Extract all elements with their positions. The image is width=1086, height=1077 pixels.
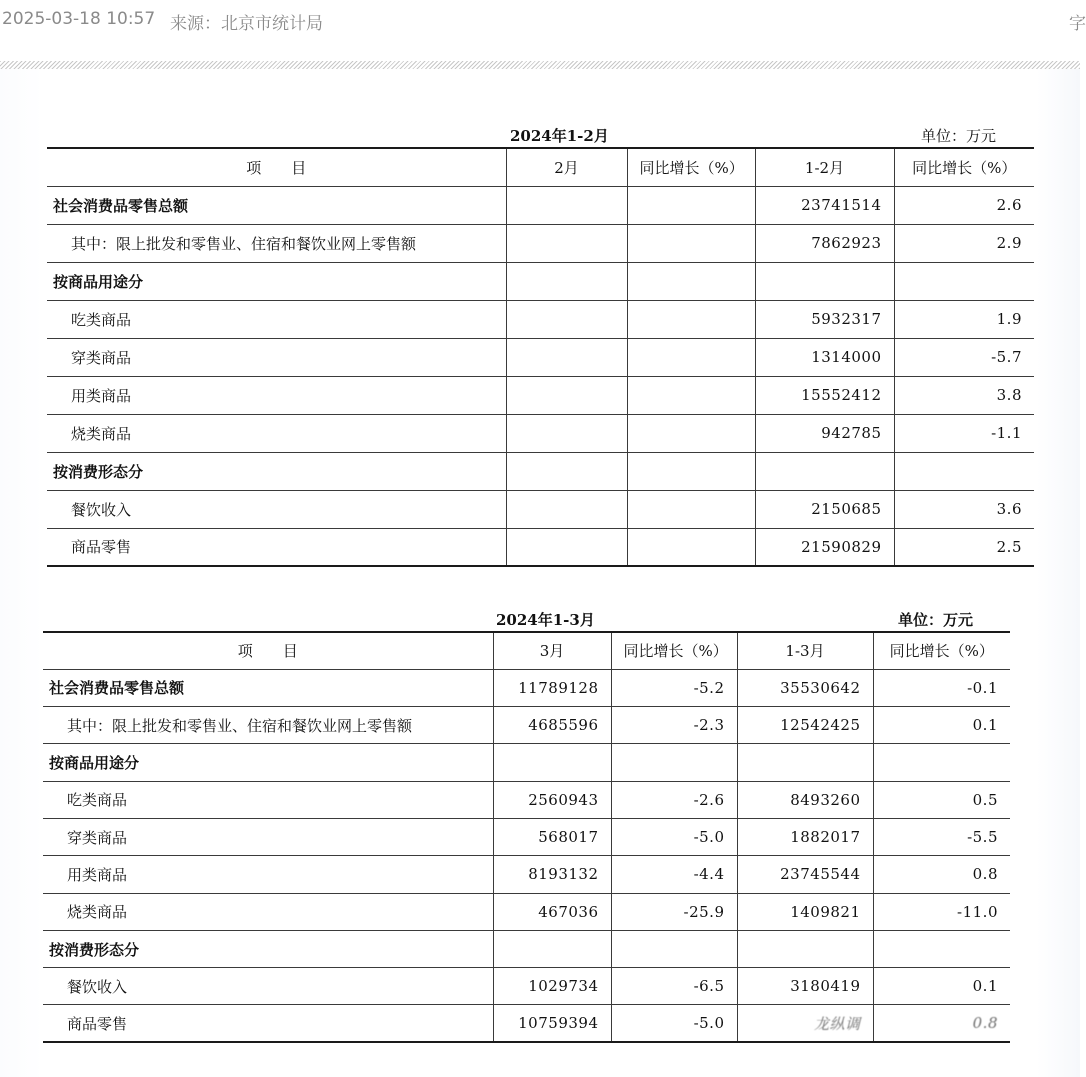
value-cell: 2.5 bbox=[894, 528, 1034, 566]
column-header-item: 项 目 bbox=[47, 148, 506, 186]
value-cell: -11.0 bbox=[873, 893, 1010, 930]
row-label: 商品零售 bbox=[43, 1005, 493, 1042]
value-cell bbox=[627, 262, 755, 300]
value-cell bbox=[506, 376, 627, 414]
value-cell bbox=[627, 338, 755, 376]
value-cell: 0.1 bbox=[873, 968, 1010, 1005]
value-cell: 568017 bbox=[493, 818, 611, 855]
publish-datetime: 2025-03-18 10:57 bbox=[2, 9, 156, 29]
column-header: 1-2月 bbox=[755, 148, 894, 186]
value-cell bbox=[506, 338, 627, 376]
row-label: 烧类商品 bbox=[43, 893, 493, 930]
value-cell: -2.6 bbox=[611, 781, 737, 818]
table-row bbox=[47, 414, 1034, 452]
retail-sales-table bbox=[47, 147, 1034, 567]
row-label: 按消费形态分 bbox=[47, 452, 506, 490]
column-header: 同比增长（%） bbox=[894, 148, 1034, 186]
value-cell: 5932317 bbox=[755, 300, 894, 338]
value-cell: 3180419 bbox=[737, 968, 873, 1005]
value-cell bbox=[627, 528, 755, 566]
value-cell bbox=[506, 490, 627, 528]
value-cell: 2.9 bbox=[894, 224, 1034, 262]
value-cell: 12542425 bbox=[737, 707, 873, 744]
value-cell: 35530642 bbox=[737, 669, 873, 706]
row-label: 穿类商品 bbox=[47, 338, 506, 376]
table-row bbox=[47, 224, 1034, 262]
value-cell: 4685596 bbox=[493, 707, 611, 744]
row-label: 其中：限上批发和零售业、住宿和餐饮业网上零售额 bbox=[47, 224, 506, 262]
value-cell bbox=[627, 490, 755, 528]
value-cell: 1409821 bbox=[737, 893, 873, 930]
value-cell: 23745544 bbox=[737, 856, 873, 893]
value-cell: -1.1 bbox=[894, 414, 1034, 452]
truncated-meta-char: 字 bbox=[1069, 14, 1086, 34]
row-label: 社会消费品零售总额 bbox=[43, 669, 493, 706]
table-block-jan-feb bbox=[47, 117, 1034, 567]
table-row bbox=[43, 669, 1010, 706]
value-cell: 3.6 bbox=[894, 490, 1034, 528]
row-label: 穿类商品 bbox=[43, 818, 493, 855]
value-cell bbox=[506, 452, 627, 490]
value-cell: 0.1 bbox=[873, 707, 1010, 744]
value-cell: -5.2 bbox=[611, 669, 737, 706]
value-cell bbox=[894, 262, 1034, 300]
value-cell: 3.8 bbox=[894, 376, 1034, 414]
row-label: 烧类商品 bbox=[47, 414, 506, 452]
column-header: 同比增长（%） bbox=[873, 632, 1010, 669]
table-row bbox=[43, 930, 1010, 967]
scanned-table-image bbox=[0, 69, 1080, 1077]
value-cell: 8493260 bbox=[737, 781, 873, 818]
value-cell bbox=[506, 300, 627, 338]
value-cell bbox=[627, 452, 755, 490]
table-row bbox=[43, 744, 1010, 781]
table-title: 2024年1-2月 bbox=[510, 127, 609, 145]
value-cell: 11789128 bbox=[493, 669, 611, 706]
value-cell bbox=[755, 452, 894, 490]
value-cell bbox=[506, 528, 627, 566]
table-block-jan-mar bbox=[43, 601, 1010, 1043]
value-cell: -0.1 bbox=[873, 669, 1010, 706]
table-row bbox=[47, 452, 1034, 490]
value-cell: 龙纵调 bbox=[737, 1005, 873, 1042]
article-meta-bar bbox=[0, 0, 1086, 42]
value-cell: 0.8 bbox=[873, 856, 1010, 893]
table-header-row bbox=[43, 632, 1010, 669]
value-cell: 10759394 bbox=[493, 1005, 611, 1042]
table-header-line bbox=[43, 601, 1010, 631]
value-cell: 0.5 bbox=[873, 781, 1010, 818]
table-row bbox=[43, 856, 1010, 893]
value-cell: 1882017 bbox=[737, 818, 873, 855]
value-cell bbox=[627, 300, 755, 338]
row-label: 按商品用途分 bbox=[43, 744, 493, 781]
column-header: 1-3月 bbox=[737, 632, 873, 669]
value-cell bbox=[506, 224, 627, 262]
table-row bbox=[43, 707, 1010, 744]
table-row bbox=[43, 818, 1010, 855]
value-cell bbox=[611, 744, 737, 781]
value-cell: 15552412 bbox=[755, 376, 894, 414]
table-row bbox=[43, 968, 1010, 1005]
value-cell: 2560943 bbox=[493, 781, 611, 818]
row-label: 社会消费品零售总额 bbox=[47, 186, 506, 224]
value-cell: 942785 bbox=[755, 414, 894, 452]
column-header: 2月 bbox=[506, 148, 627, 186]
value-cell: 2.6 bbox=[894, 186, 1034, 224]
value-cell bbox=[737, 744, 873, 781]
row-label: 餐饮收入 bbox=[47, 490, 506, 528]
value-cell bbox=[627, 224, 755, 262]
table-row bbox=[47, 338, 1034, 376]
value-cell: 1314000 bbox=[755, 338, 894, 376]
column-header: 同比增长（%） bbox=[627, 148, 755, 186]
table-row bbox=[47, 528, 1034, 566]
value-cell bbox=[627, 186, 755, 224]
table-unit: 单位：万元 bbox=[898, 611, 974, 629]
value-cell: 23741514 bbox=[755, 186, 894, 224]
value-cell bbox=[627, 414, 755, 452]
value-cell: 2150685 bbox=[755, 490, 894, 528]
value-cell bbox=[627, 376, 755, 414]
table-row bbox=[47, 186, 1034, 224]
row-label: 其中：限上批发和零售业、住宿和餐饮业网上零售额 bbox=[43, 707, 493, 744]
value-cell: 21590829 bbox=[755, 528, 894, 566]
value-cell: -4.4 bbox=[611, 856, 737, 893]
hatched-divider bbox=[0, 61, 1080, 69]
row-label: 吃类商品 bbox=[43, 781, 493, 818]
row-label: 商品零售 bbox=[47, 528, 506, 566]
value-cell bbox=[611, 930, 737, 967]
table-row bbox=[43, 1005, 1010, 1042]
row-label: 按商品用途分 bbox=[47, 262, 506, 300]
value-cell: -5.0 bbox=[611, 818, 737, 855]
retail-sales-table bbox=[43, 631, 1010, 1043]
value-cell: -5.0 bbox=[611, 1005, 737, 1042]
value-cell: 7862923 bbox=[755, 224, 894, 262]
table-header-row bbox=[47, 148, 1034, 186]
value-cell: 8193132 bbox=[493, 856, 611, 893]
value-cell: -25.9 bbox=[611, 893, 737, 930]
row-label: 用类商品 bbox=[43, 856, 493, 893]
value-cell bbox=[493, 930, 611, 967]
value-cell bbox=[873, 930, 1010, 967]
article-source: 来源：北京市统计局 bbox=[170, 14, 323, 34]
column-header: 3月 bbox=[493, 632, 611, 669]
value-cell: 1.9 bbox=[894, 300, 1034, 338]
column-header: 同比增长（%） bbox=[611, 632, 737, 669]
value-cell: -2.3 bbox=[611, 707, 737, 744]
value-cell bbox=[506, 414, 627, 452]
table-row bbox=[47, 300, 1034, 338]
column-header-item: 项 目 bbox=[43, 632, 493, 669]
value-cell: -6.5 bbox=[611, 968, 737, 1005]
value-cell: -5.5 bbox=[873, 818, 1010, 855]
table-row bbox=[43, 781, 1010, 818]
row-label: 按消费形态分 bbox=[43, 930, 493, 967]
value-cell bbox=[755, 262, 894, 300]
value-cell bbox=[506, 186, 627, 224]
value-cell: 467036 bbox=[493, 893, 611, 930]
table-unit: 单位：万元 bbox=[921, 127, 997, 145]
value-cell bbox=[493, 744, 611, 781]
value-cell bbox=[894, 452, 1034, 490]
value-cell bbox=[506, 262, 627, 300]
row-label: 餐饮收入 bbox=[43, 968, 493, 1005]
table-row bbox=[47, 490, 1034, 528]
row-label: 用类商品 bbox=[47, 376, 506, 414]
table-row bbox=[43, 893, 1010, 930]
value-cell bbox=[737, 930, 873, 967]
value-cell bbox=[873, 744, 1010, 781]
table-title: 2024年1-3月 bbox=[496, 611, 595, 629]
table-row bbox=[47, 376, 1034, 414]
row-label: 吃类商品 bbox=[47, 300, 506, 338]
table-row bbox=[47, 262, 1034, 300]
value-cell: 1029734 bbox=[493, 968, 611, 1005]
value-cell: -5.7 bbox=[894, 338, 1034, 376]
table-header-line bbox=[47, 117, 1034, 147]
value-cell: 0.8 bbox=[873, 1005, 1010, 1042]
